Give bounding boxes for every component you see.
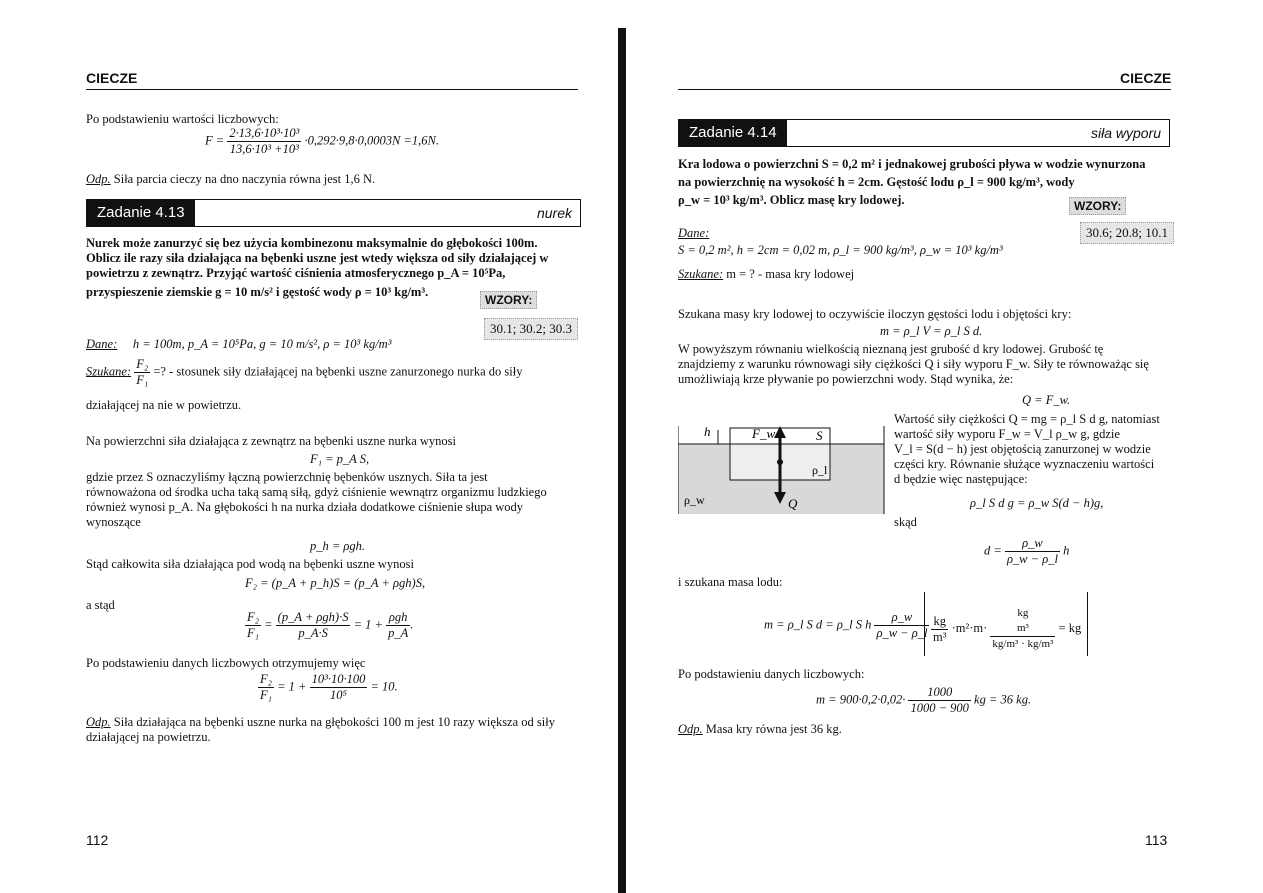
dane-line: Dane: h = 100m, p_A = 10⁵Pa, g = 10 m/s², ρ = 10³ kg/m³ [86,337,392,351]
para-5: Po podstawieniu danych liczbowych otrzymujemy więc [86,656,366,670]
wzory-value: 30.6; 20.8; 10.1 [1080,222,1174,244]
right-header-rule [678,89,1171,90]
eq-d: d = $\frac{\rho\_w}{\rho\_w - \rho\_l}$ h [984,536,1070,566]
para-5: i szukana masa lodu: [678,575,783,589]
label-rho-w: ρ_w [684,493,705,507]
eq-ph: p_h = ρgh. [310,539,366,553]
answer: Odp. Masa kry równa jest 36 kg. [678,722,842,736]
para-1: Na powierzchni siła działająca z zewnątrz na bębenki uszne nurka wynosi [86,434,456,448]
center-dot [777,459,783,465]
page-number-right: 113 [1145,832,1168,848]
dane-values: S = 0,2 m², h = 2cm = 0,02 m, ρ_l = 900 kg/m³, ρ_w = 10³ kg/m³ [678,243,1003,257]
task-keyword: nurek [536,205,572,221]
para-4: skąd [894,515,917,529]
units-bracket: $\frac{kg}{\text{m³}}$ ·m²·m· kg m³ kg/m³ · kg/m³ = kg [924,592,1088,656]
task-label: Zadanie 4.14 [679,120,787,146]
szukane-line: Szukane: m = ? - masa kry lodowej [678,267,855,281]
left-header-title: CIECZE [86,70,138,86]
task-4-14-header [678,119,1170,147]
para-1: Szukana masy kry lodowej to oczywiście iloczyn gęstości lodu i objętości kry: [678,307,1072,321]
left-header-rule [86,89,578,90]
answer-2: Odp. Siła działająca na bębenki uszne nurka na głębokości 100 m jest 10 razy większa od siły działającej na powietrzu. [86,715,555,744]
szukane-line: Szukane: $\frac{\text{F₂}}{\text{F₁}}$ =? - stosunek siły działającej na bębenki uszne zanurzonego nurka do siły [86,357,523,387]
eq-result: $\frac{\text{F₂}}{\text{F₁}}$ = 1 + $\frac{\text{10³·10·100}}{\text{10⁵}}$ = 10. [260,672,398,702]
task-keyword: siła wyporu [1090,125,1161,141]
wzory-value: 30.1; 30.2; 30.3 [484,318,578,340]
eq-mass: m = ρ_l S d = ρ_l S h $\frac{\rho\_w}{\rho\_w - \rho\_l}$ [764,610,928,640]
para-3: Stąd całkowita siła działająca pod wodą na bębenki uszne wynosi [86,557,415,571]
task-label: Zadanie 4.13 [87,200,195,226]
para-3: Wartość siły ciężkości Q = mg = ρ_l S d g, natomiast wartość siły wyporu F_w = V_l ρ_w g, gdzie V_l = S(d − h) jest objętością zanurzonej w wodzie części kry. Równanie służące wyznaczeniu wartości d będzie więc następujące: [894,412,1160,486]
problem-4-13: Nurek może zanurzyć się bez użycia kombinezonu maksymalnie do głębokości 100m. Oblicz ile razy siła działająca na bębenki uszne jest wtedy większa od siły działającej w powietrzu z zewnątrz. Przyjąć wartość ciśnienia atmosferycznego p_A = 10⁵Pa, przyspieszenie ziemskie g = 10 m/s² i gęstość wody ρ = 10³ kg/m³. [86,236,549,299]
intro-text: Po podstawieniu wartości liczbowych: [86,112,279,126]
page-number-left: 112 [86,832,109,848]
ice-floe-diagram [678,416,888,516]
formula-f: F = $\frac{\text{2·13,6·10³·10³}}{\text{13,6·10³ +10³}}$ ·0,292·9,8·0,0003N =1,6N. [205,126,439,156]
eq-balance: ρ_l S d g = ρ_w S(d − h)g, [970,496,1104,510]
right-header-title: CIECZE [1120,70,1172,86]
right-page [632,0,1263,893]
para-2: W powyższym równaniu wielkością nieznaną jest grubość d kry lodowej. Grubość tę znajdziemy z warunku równowagi siły ciężkości Q i siły wyporu F_w. Siły te równoważąc się umożliwiają krze pływanie po powierzchni wody. Stąd wynika, że: [678,342,1149,386]
label-q: Q [788,496,798,511]
eq-qfw: Q = F_w. [1022,393,1071,407]
eq-final: m = 900·0,2·0,02· $\frac{1000}{1000 - 900}$ kg = 36 kg. [816,685,1032,715]
szukane-cont: działającej na nie w powietrzu. [86,398,242,412]
eq-f1: F₁ = p_A S, [310,452,370,466]
para-6: Po podstawieniu danych liczbowych: [678,667,865,681]
eq-f2: F₂ = (p_A + p_h)S = (p_A + ρgh)S, [245,576,426,590]
task-4-13-header [86,199,581,227]
eq-m: m = ρ_l V = ρ_l S d. [880,324,983,338]
wzory-label: WZORY: [1069,197,1126,215]
dane-label: Dane: [678,226,710,240]
wzory-label: WZORY: [480,291,537,309]
label-s: S [816,428,823,443]
label-rho-l: ρ_l [812,463,828,477]
para-2: gdzie przez S oznaczyliśmy łączną powierzchnię bębenków usznych. Siła ta jest równoważona od środka ucha taką samą siłą, gdyż ciśnienie wewnątrz organizmu ludzkiego również wynosi p_A. Na głębokości h na nurka działa dodatkowe ciśnienie słupa wody wynoszące [86,470,547,529]
label-h: h [704,424,711,439]
para-4: a stąd [86,598,115,612]
book-spine [618,28,626,893]
label-fw: F_w [752,426,776,441]
problem-4-14: Kra lodowa o powierzchni S = 0,2 m² i jednakowej grubości pływa w wodzie wynurzona na powierzchnię na wysokość h = 2cm. Gęstość lodu ρ_l = 900 kg/m³, wody ρ_w = 10³ kg/m³. Oblicz masę kry lodowej. [678,157,1146,207]
answer-1: Odp. Siła parcia cieczy na dno naczynia równa jest 1,6 N. [86,172,376,186]
eq-ratio: $\frac{\text{F₂}}{\text{F₁}}$ = $\frac{\text{(p\_A + ρgh)·S}}{p\_A\cdot S}$ = 1 + $\frac{\text{ρgh}}{p\_A}$ . [247,610,414,640]
left-page [0,0,612,893]
